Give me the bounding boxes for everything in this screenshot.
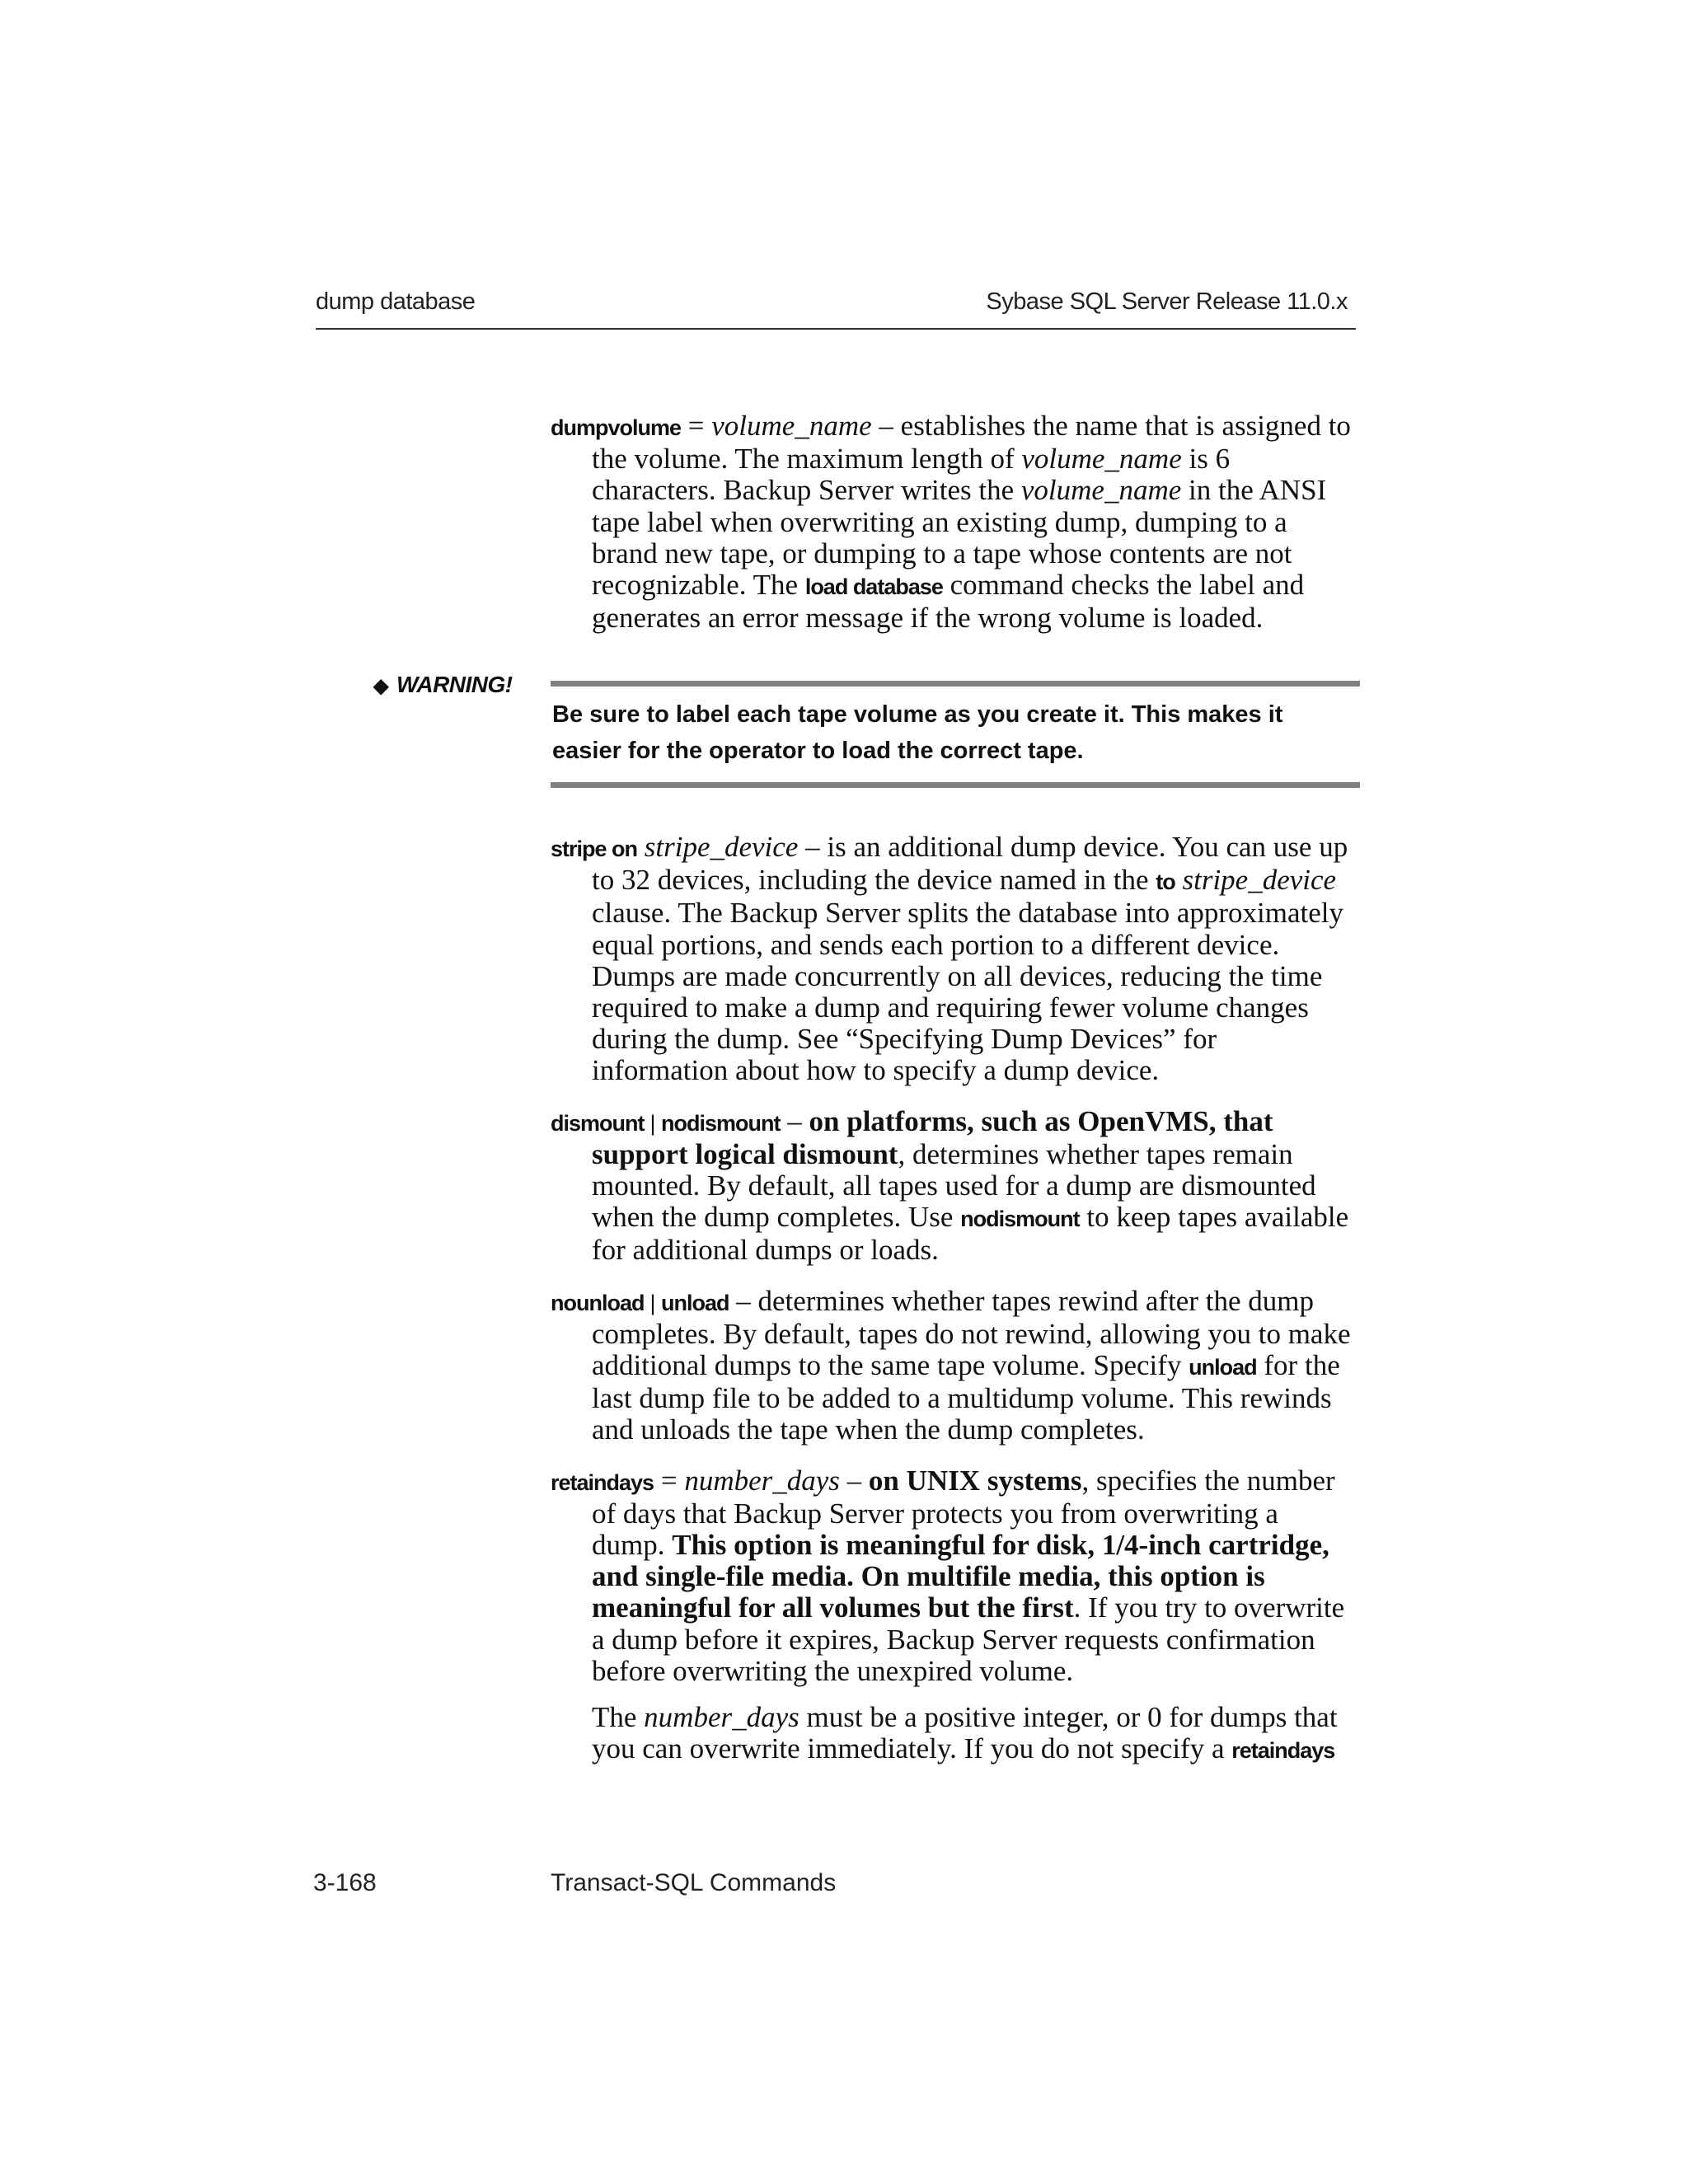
- header-section-title: dump database: [316, 288, 476, 315]
- stripe-argument-2: stripe_device: [1182, 864, 1337, 897]
- unload-keyword-2: unload: [1189, 1355, 1257, 1380]
- retaindays-keyword: retaindays: [551, 1469, 654, 1495]
- dismount-keyword: dismount: [551, 1110, 645, 1136]
- retaindays-text-2: . If you try to overwrite a dump before it expires, Backup Server requests confirmation before overwriting the unexpired volume.: [592, 1591, 1345, 1687]
- nodismount-keyword-2: nodismount: [960, 1207, 1080, 1232]
- stripe-keyword: stripe on: [551, 837, 638, 861]
- stripe-argument: stripe_device: [644, 831, 799, 863]
- retaindays-paragraph: [551, 1465, 1358, 1687]
- nodismount-keyword: nodismount: [661, 1110, 781, 1136]
- nounload-separator: |: [644, 1290, 662, 1315]
- dumpvolume-text-4: command checks the label and generates an error message if the wrong volume is loaded.: [592, 569, 1305, 635]
- running-header: [316, 288, 1356, 330]
- warning-label-text: WARNING!: [396, 672, 513, 697]
- nounload-text-1: – determines whether tapes rewind after the dump completes. By default, tapes do not rewind, allowing you to make additional dumps to the same tape volume. Specify: [592, 1284, 1351, 1382]
- number-days-argument: number_days: [644, 1701, 799, 1734]
- dumpvolume-keyword: dumpvolume: [551, 415, 682, 440]
- dismount-platform-note: on platforms, such as OpenVMS, that support logical dismount: [592, 1104, 1273, 1170]
- warning-label: [373, 672, 513, 698]
- dismount-separator: |: [644, 1110, 662, 1136]
- dumpvolume-text-2: is 6 characters. Backup Server writes the: [592, 443, 1231, 507]
- dismount-text-1: , determines whether tapes remain mounted. By default, all tapes used for a dump are dismounted when the dump completes. Use: [592, 1137, 1316, 1234]
- retaindays-platform-note: on UNIX systems: [868, 1464, 1082, 1497]
- to-keyword: to: [1156, 869, 1175, 895]
- page-number: 3-168: [313, 1869, 377, 1896]
- number-days-paragraph: [551, 1702, 1358, 1766]
- unload-keyword: unload: [661, 1290, 729, 1315]
- stripe-text-2: clause. The Backup Server splits the database into approximately equal portions, and sends each portion to a different device. Dumps are made concurrently on all devices, reducing the time required to make a dump and requiring fewer volume changes during the dump. See “Specifying Dump Devices” for information about how to specify a dump device.: [592, 897, 1343, 1087]
- stripe-text-1: – is an additional dump device. You can use up to 32 devices, including the device named in the: [592, 831, 1348, 897]
- warning-bottom-rule: [551, 782, 1360, 788]
- dumpvolume-paragraph: [551, 410, 1358, 634]
- dismount-text-2: to keep tapes available for additional dumps or loads.: [592, 1201, 1349, 1267]
- dismount-paragraph: [551, 1106, 1358, 1267]
- retaindays-argument: number_days: [684, 1464, 840, 1497]
- dumpvolume-argument: volume_name: [711, 410, 872, 442]
- stripe-paragraph: [551, 832, 1358, 1087]
- dumpvolume-equals: =: [681, 410, 712, 442]
- warning-text: Be sure to label each tape volume as you create it. This makes it easier for the operator to load the correct tape.: [552, 701, 1283, 764]
- retaindays-equals: =: [654, 1464, 685, 1497]
- dumpvolume-argument-3: volume_name: [1020, 474, 1182, 507]
- dumpvolume-section: [551, 410, 1358, 634]
- retaindays-dash: –: [839, 1464, 869, 1497]
- retaindays-keyword-2: retaindays: [1231, 1738, 1335, 1764]
- number-days-text-2: must be a positive integer, or 0 for dumps that you can overwrite immediately. If you do not specify a: [592, 1701, 1338, 1765]
- nounload-paragraph: [551, 1286, 1358, 1446]
- parameter-list: [551, 832, 1358, 1766]
- dismount-dash: –: [780, 1104, 809, 1137]
- warning-top-rule: [551, 681, 1360, 687]
- retaindays-text-1: , specifies the number of days that Backup Server protects you from overwriting a dump.: [592, 1464, 1335, 1562]
- load-database-keyword: load database: [804, 574, 943, 600]
- dumpvolume-text-3: in the ANSI tape label when overwriting an existing dump, dumping to a brand new tape, or dumping to a tape whose contents are not recognizable. The: [592, 474, 1327, 602]
- dumpvolume-text-1: – establishes the name that is assigned to the volume. The maximum length of: [592, 410, 1351, 476]
- header-product-release: Sybase SQL Server Release 11.0.x: [986, 288, 1348, 315]
- footer-title: Transact-SQL Commands: [551, 1869, 837, 1896]
- number-days-text-1: The: [592, 1701, 645, 1734]
- dumpvolume-argument-2: volume_name: [1021, 443, 1182, 476]
- retaindays-media-note: This option is meaningful for disk, 1/4-inch cartridge, and single-file media. On multifile media, this option is meaningful for all volumes but the first: [592, 1529, 1329, 1624]
- nounload-text-2: for the last dump file to be added to a multidump volume. This rewinds and unloads the tape when the dump completes.: [592, 1349, 1340, 1446]
- nounload-keyword: nounload: [551, 1290, 645, 1315]
- diamond-icon: ◆: [373, 675, 388, 697]
